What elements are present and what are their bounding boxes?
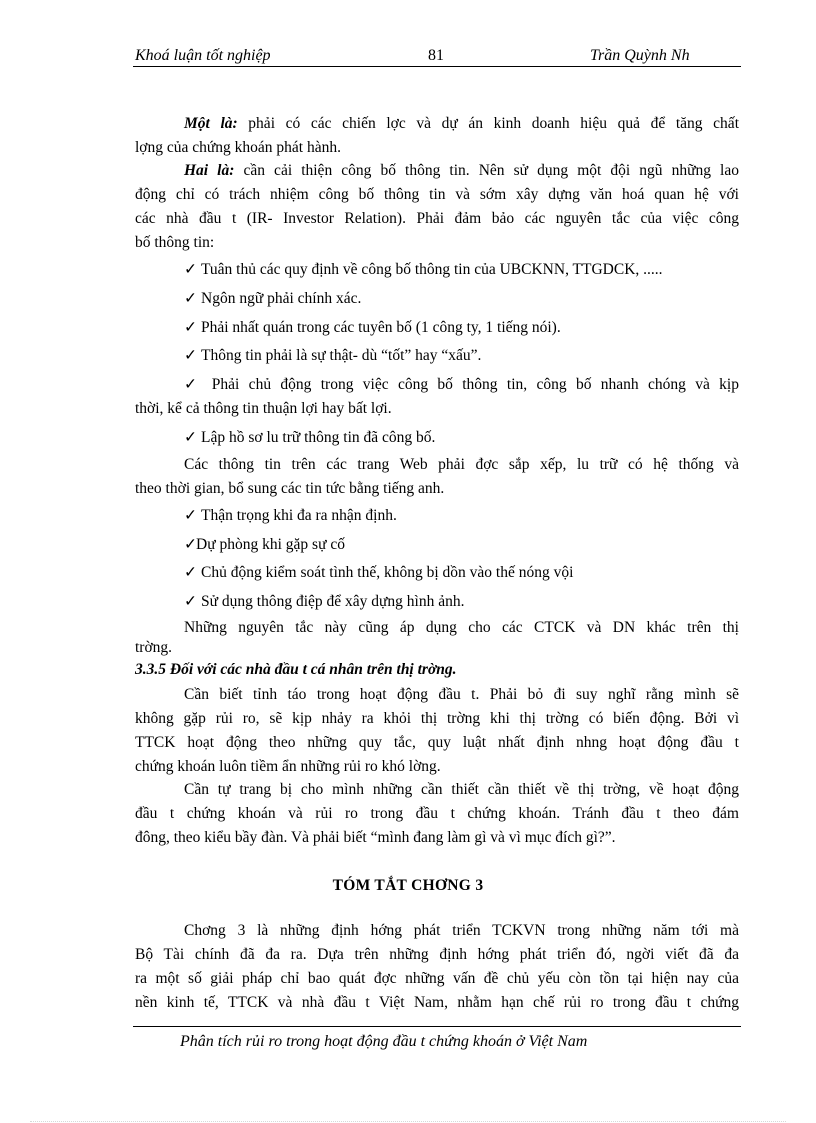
paragraph-line: đông, theo kiểu bầy đàn. Và phải biết “mình đang làm gì và vì mục đích gì?”.	[135, 829, 616, 846]
checklist-text: Phải nhất quán trong các tuyên bố (1 công ty, 1 tiếng nói).	[201, 319, 561, 336]
paragraph-line: chứng khoán luôn tiềm ẩn những rủi ro khó lờng.	[135, 758, 441, 775]
paragraph-line: Cần biết tỉnh táo trong hoạt động đầu t. Phải bỏ đi suy nghĩ rằng mình sẽ	[184, 686, 739, 703]
paragraph-line: Chơng 3 là những định hớng phát triển TCKVN trong những năm tới mà	[184, 922, 739, 939]
paragraph-line: bố thông tin:	[135, 234, 215, 251]
checkmark-icon: ✓	[184, 376, 203, 393]
page-edge-dots	[30, 1121, 786, 1122]
checklist-text: Phải chủ động trong việc công bố thông tin, công bố nhanh chóng và kịp	[202, 376, 739, 393]
paragraph-line: động chỉ có trách nhiệm công bố thông tin và sớm xây dựng văn hoá quan hệ với	[135, 186, 739, 203]
footer-title: Phân tích rủi ro trong hoạt động đầu t chứng khoán ở Việt Nam	[180, 1033, 588, 1050]
paragraph-line: Cần tự trang bị cho mình những cần thiết cần thiết về thị trờng, về hoạt động	[184, 781, 739, 798]
checkmark-icon: ✓	[184, 429, 197, 446]
paragraph-line: ra một số giải pháp chỉ bao quát đợc những vấn đề chủ yếu còn tồn tại hiện nay của	[135, 970, 739, 987]
paragraph-line: TTCK hoạt động theo những quy tắc, quy luật nhất định nhng hoạt động đầu t	[135, 734, 739, 751]
checkmark-icon: ✓	[184, 290, 197, 307]
checklist-item	[184, 375, 739, 395]
checklist-text: Thận trọng khi đa ra nhận định.	[201, 507, 397, 524]
paragraph-line: Các thông tin trên các trang Web phải đợc sắp xếp, lu trữ có hệ thống và	[184, 456, 739, 473]
header-rule	[133, 66, 741, 67]
checkmark-icon: ✓	[184, 536, 197, 553]
paragraph-line: trờng.	[135, 639, 173, 656]
paragraph-line: không gặp rủi ro, sẽ kịp nhảy ra khỏi thị trờng khi thị trờng có biến động. Bởi vì	[135, 710, 739, 727]
paragraph-line: thời, kể cả thông tin thuận lợi hay bất lợi.	[135, 400, 392, 417]
checklist-item	[184, 428, 435, 448]
checklist-item	[184, 535, 345, 555]
checklist-item	[184, 506, 397, 526]
paragraph-line: Những nguyên tắc này cũng áp dụng cho các CTCK và DN khác trên thị	[184, 619, 739, 636]
point-label: Hai là:	[184, 162, 235, 179]
checklist-item	[184, 346, 481, 366]
checkmark-icon: ✓	[184, 593, 197, 610]
footer-rule	[133, 1026, 741, 1027]
checkmark-icon: ✓	[184, 261, 197, 278]
text-span: cần cải thiện công bố thông tin. Nên sử dụng một đội ngũ những lao	[234, 162, 739, 179]
point-label: Một là:	[184, 115, 238, 132]
text-span: phải có các chiến lợc và dự án kinh doanh hiệu quả để tăng chất	[237, 115, 739, 132]
checklist-item	[184, 592, 465, 612]
paragraph-line: Bộ Tài chính đã đa ra. Dựa trên những định hớng phát triển đó, ngời viết đã đa	[135, 946, 739, 963]
paragraph-line: đầu t chứng khoán và rủi ro trong đầu t chứng khoán. Tránh đầu t theo đám	[135, 805, 739, 822]
checkmark-icon: ✓	[184, 507, 197, 524]
header-title: Khoá luận tốt nghiệp	[135, 47, 271, 64]
paragraph-line	[184, 114, 739, 134]
checkmark-icon: ✓	[184, 319, 197, 336]
checklist-item	[184, 563, 573, 583]
checkmark-icon: ✓	[184, 347, 197, 364]
checklist-text: Lập hồ sơ lu trữ thông tin đã công bố.	[201, 429, 436, 446]
page-number: 81	[428, 47, 444, 64]
header-author: Trần Quỳnh Nh	[590, 47, 690, 64]
chapter-summary-title: TÓM TẮT CHƠNG 3	[332, 877, 484, 894]
checklist-text: Tuân thủ các quy định về công bố thông tin của UBCKNN, TTGDCK, .....	[201, 261, 663, 278]
checklist-item	[184, 260, 663, 280]
checklist-item	[184, 289, 361, 309]
paragraph-line: các nhà đầu t (IR- Investor Relation). Phải đảm bảo các nguyên tắc của việc công	[135, 210, 739, 227]
checklist-text: Dự phòng khi gặp sự cố	[196, 536, 345, 553]
checklist-text: Chủ động kiểm soát tình thế, không bị dồn vào thế nóng vội	[201, 564, 574, 581]
checkmark-icon: ✓	[184, 564, 197, 581]
checklist-item	[184, 318, 561, 338]
checklist-text: Sử dụng thông điệp để xây dựng hình ảnh.	[201, 593, 465, 610]
paragraph-line: nền kinh tế, TTCK và nhà đầu t Việt Nam, nhằm hạn chế rủi ro trong đầu t chứng	[135, 994, 739, 1011]
checklist-text: Ngôn ngữ phải chính xác.	[201, 290, 362, 307]
checklist-text: Thông tin phải là sự thật- dù “tốt” hay “xấu”.	[201, 347, 482, 364]
paragraph-line: theo thời gian, bổ sung các tin tức bằng tiếng anh.	[135, 480, 445, 497]
paragraph-line	[184, 161, 739, 181]
paragraph-line: lợng của chứng khoán phát hành.	[135, 139, 341, 156]
section-heading: 3.3.5 Đối với các nhà đầu t cá nhân trên thị trờng.	[135, 661, 457, 678]
